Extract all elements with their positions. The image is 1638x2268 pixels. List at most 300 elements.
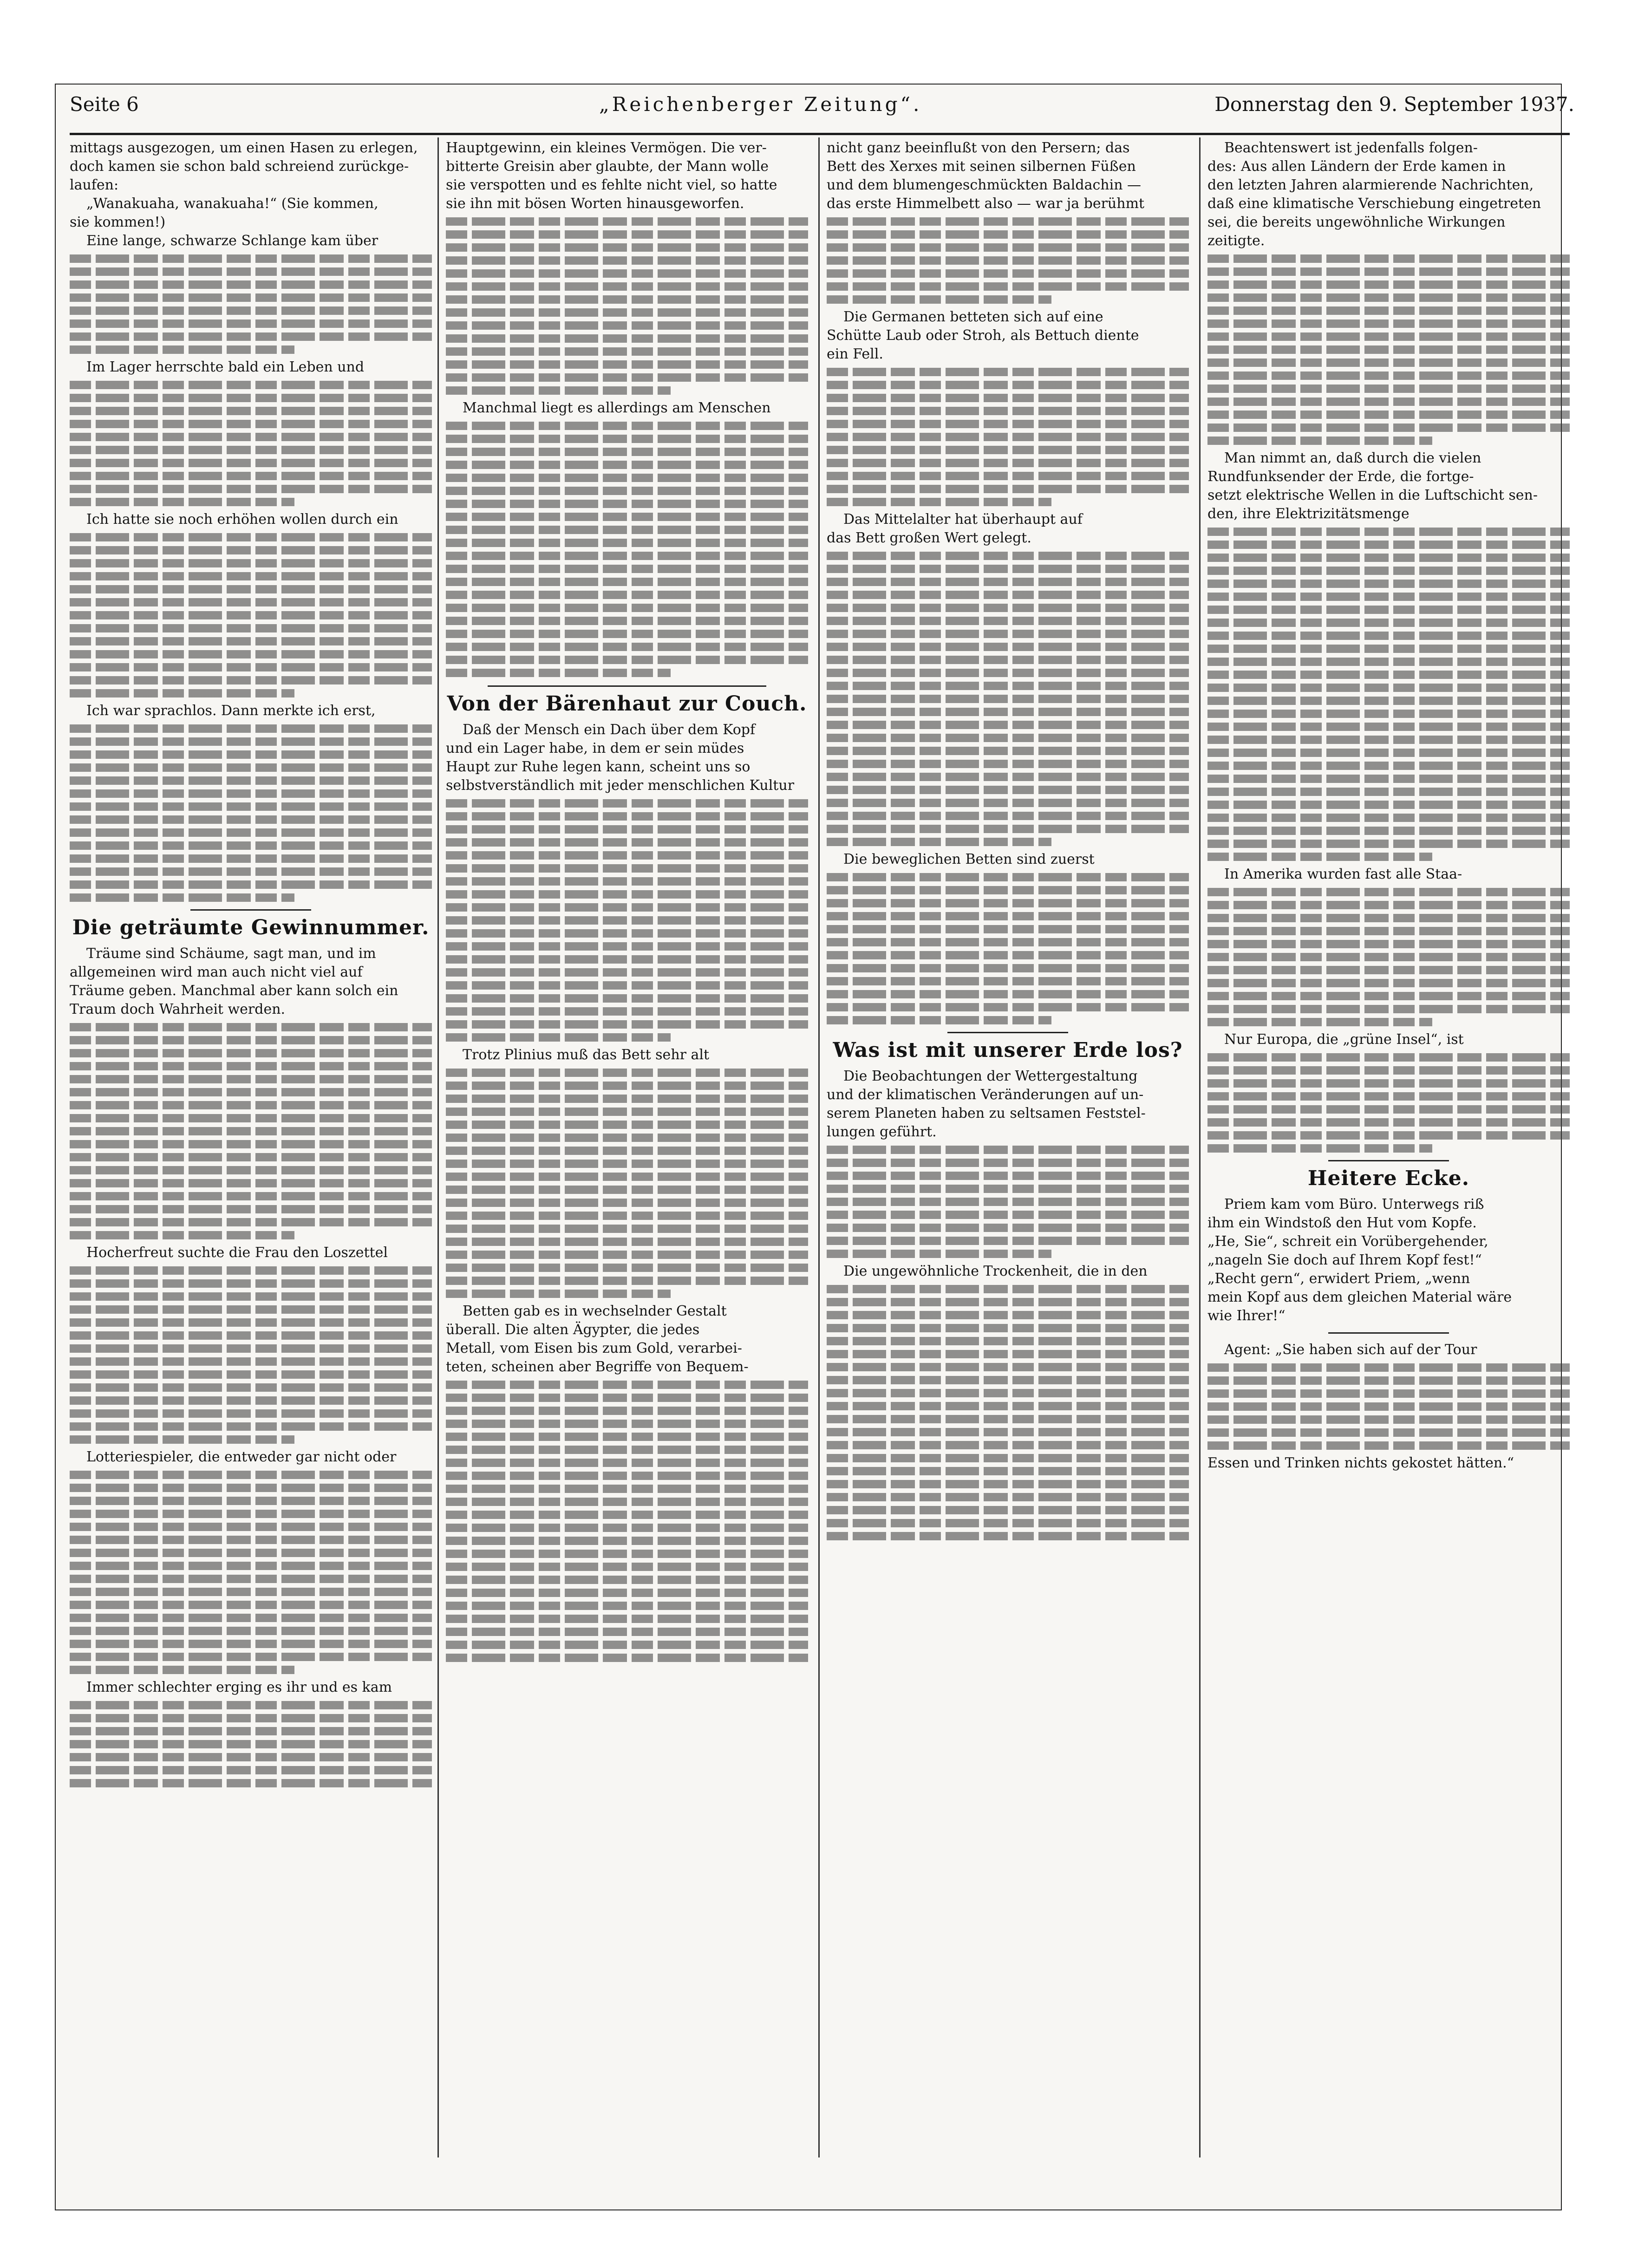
illegible-text-line — [446, 656, 808, 664]
illegible-text-line — [1207, 1441, 1570, 1450]
illegible-text-line — [446, 474, 808, 482]
illegible-text-line — [70, 498, 294, 506]
illegible-text-line — [1207, 1079, 1570, 1088]
illegible-text-line — [446, 373, 808, 382]
text-line: Betten gab es in wechselnder Gestalt — [463, 1303, 727, 1319]
illegible-text-line — [446, 981, 808, 990]
illegible-text-line — [827, 938, 1189, 946]
illegible-text-line — [827, 977, 1189, 985]
illegible-text-line — [827, 682, 1189, 690]
illegible-text-line — [446, 578, 808, 586]
illegible-text-line — [70, 345, 294, 354]
illegible-text-line — [827, 1285, 1189, 1293]
illegible-text-line — [70, 1549, 432, 1557]
text-line: sie ihn mit bösen Worten hinausgeworfen. — [446, 196, 744, 212]
illegible-text-line — [827, 825, 1189, 833]
illegible-text-line — [1207, 371, 1570, 380]
illegible-text-line — [70, 802, 432, 811]
illegible-text-line — [827, 990, 1189, 998]
illegible-text-line — [70, 1231, 294, 1239]
text-line: Träume sind Schäume, sagt man, und im — [86, 945, 376, 962]
column-rule — [1199, 137, 1201, 2157]
illegible-text-line — [1207, 901, 1570, 909]
illegible-text-line — [446, 617, 808, 625]
illegible-text-line — [827, 1211, 1189, 1219]
illegible-text-line — [446, 1563, 808, 1571]
illegible-text-line — [446, 552, 808, 560]
text-line: wie Ihrer!“ — [1207, 1308, 1286, 1324]
illegible-text-line — [70, 1753, 432, 1761]
illegible-text-line — [446, 1264, 808, 1272]
text-line: „Recht gern“, erwidert Priem, „wenn — [1207, 1271, 1470, 1287]
illegible-text-line — [827, 1311, 1189, 1319]
illegible-text-line — [446, 929, 808, 938]
illegible-text-line — [446, 942, 808, 951]
illegible-text-line — [827, 1172, 1189, 1180]
illegible-text-line — [70, 828, 432, 837]
illegible-text-line — [1207, 398, 1570, 406]
illegible-text-line — [1207, 788, 1570, 796]
text-line: Rundfunksender der Erde, die fortge- — [1207, 469, 1474, 485]
illegible-text-line — [446, 1420, 808, 1428]
illegible-text-line — [446, 1251, 808, 1259]
illegible-text-line — [70, 854, 432, 863]
illegible-text-line — [446, 1082, 808, 1090]
illegible-text-line — [827, 381, 1189, 389]
illegible-text-line — [446, 1641, 808, 1649]
illegible-text-line — [70, 420, 432, 428]
paragraph-start: Die beweglichen Betten sind zuerst — [843, 851, 1095, 867]
illegible-text-line — [827, 565, 1189, 573]
illegible-text-line — [1207, 992, 1570, 1000]
illegible-text-line — [1207, 940, 1570, 948]
illegible-text-line — [827, 578, 1189, 586]
illegible-text-line — [70, 1192, 432, 1200]
illegible-text-line — [827, 604, 1189, 612]
text-line: Bett des Xerxes mit seinen silbernen Füßen — [827, 158, 1136, 175]
article-heading: Von der Bärenhaut zur Couch. — [447, 692, 807, 716]
text-line: Essen und Trinken nichts gekostet hätten.“ — [1207, 1455, 1514, 1471]
text-line: mein Kopf aus dem gleichen Material wäre — [1207, 1289, 1512, 1305]
illegible-text-line — [1207, 1118, 1570, 1127]
illegible-text-line — [446, 513, 808, 521]
illegible-text-line — [446, 903, 808, 912]
illegible-text-line — [827, 964, 1189, 972]
illegible-text-line — [827, 1159, 1189, 1167]
illegible-text-line — [70, 1266, 432, 1275]
illegible-text-line — [1207, 280, 1570, 289]
illegible-text-line — [827, 282, 1189, 291]
illegible-text-line — [70, 815, 432, 824]
illegible-text-line — [70, 1049, 432, 1057]
illegible-text-line — [446, 1147, 808, 1155]
illegible-text-line — [1207, 593, 1570, 601]
text-line: doch kamen sie schon bald schreiend zurückge- — [70, 158, 409, 175]
illegible-text-line — [446, 1033, 671, 1042]
illegible-text-line — [1207, 528, 1570, 536]
paragraph-start: Immer schlechter erging es ihr und es kam — [86, 1679, 392, 1695]
illegible-text-line — [446, 890, 808, 899]
illegible-text-line — [827, 552, 1189, 560]
illegible-text-line — [446, 295, 808, 304]
illegible-text-line — [70, 1292, 432, 1301]
illegible-text-line — [827, 1363, 1189, 1371]
illegible-text-line — [827, 498, 1051, 506]
illegible-text-line — [446, 334, 808, 343]
text-line: „nageln Sie doch auf Ihrem Kopf fest!“ — [1207, 1252, 1482, 1268]
illegible-text-line — [446, 1550, 808, 1558]
illegible-text-line — [1207, 619, 1570, 627]
illegible-text-line — [446, 1277, 808, 1285]
illegible-text-line — [446, 1121, 808, 1129]
illegible-text-line — [827, 695, 1189, 703]
illegible-text-line — [446, 1498, 808, 1506]
illegible-text-line — [1207, 1053, 1570, 1062]
illegible-text-line — [70, 1714, 432, 1722]
illegible-text-line — [827, 812, 1189, 820]
illegible-text-line — [446, 1485, 808, 1493]
illegible-text-line — [1207, 827, 1570, 835]
illegible-text-line — [446, 812, 808, 821]
text-line: und dem blumengeschmückten Baldachin — — [827, 177, 1142, 193]
illegible-text-line — [70, 1383, 432, 1392]
illegible-text-line — [827, 1389, 1189, 1397]
illegible-text-line — [70, 267, 432, 276]
text-line: Träume geben. Manchmal aber kann solch ein — [70, 983, 398, 999]
illegible-text-line — [70, 1114, 432, 1122]
illegible-text-line — [70, 1766, 432, 1774]
illegible-text-line — [827, 951, 1189, 959]
illegible-text-line — [827, 1337, 1189, 1345]
illegible-text-line — [70, 546, 432, 554]
paragraph-start: Trotz Plinius muß das Bett sehr alt — [463, 1047, 710, 1063]
illegible-text-line — [446, 1602, 808, 1610]
illegible-text-line — [70, 1318, 432, 1327]
illegible-text-line — [70, 1088, 432, 1096]
text-line: Metall, vom Eisen bis zum Gold, verarbei- — [446, 1340, 742, 1356]
illegible-text-line — [1207, 814, 1570, 822]
illegible-text-line — [1207, 801, 1570, 809]
illegible-text-line — [827, 1376, 1189, 1384]
illegible-text-line — [827, 1250, 1051, 1258]
illegible-text-line — [1207, 736, 1570, 744]
section-divider — [190, 909, 311, 911]
text-line: überall. Die alten Ägypter, die jedes — [446, 1322, 700, 1338]
illegible-text-line — [446, 500, 808, 508]
paragraph-start: Nur Europa, die „grüne Insel“, ist — [1224, 1031, 1464, 1048]
text-line: Priem kam vom Büro. Unterwegs riß — [1224, 1196, 1484, 1212]
illegible-text-line — [827, 1146, 1189, 1154]
illegible-text-line — [1207, 914, 1570, 922]
illegible-text-line — [1207, 853, 1432, 861]
text-line: Schütte Laub oder Stroh, als Bettuch diente — [827, 327, 1139, 344]
illegible-text-line — [827, 669, 1189, 677]
illegible-text-line — [1207, 1144, 1432, 1153]
illegible-text-line — [70, 750, 432, 759]
illegible-text-line — [446, 1007, 808, 1016]
illegible-text-line — [70, 1396, 432, 1405]
column-rule — [818, 137, 820, 2157]
illegible-text-line — [827, 1519, 1189, 1527]
illegible-text-line — [827, 630, 1189, 638]
illegible-text-line — [70, 407, 432, 415]
text-line: Agent: „Sie haben sich auf der Tour — [1224, 1342, 1477, 1358]
illegible-text-line — [446, 1537, 808, 1545]
paragraph-start: Im Lager herrschte bald ein Leben und — [86, 359, 365, 375]
illegible-text-line — [70, 1536, 432, 1544]
illegible-text-line — [70, 459, 432, 467]
illegible-text-line — [446, 321, 808, 330]
text-line: serem Planeten haben zu seltsamen Feststel- — [827, 1105, 1146, 1121]
text-line: laufen: — [70, 177, 119, 193]
illegible-text-line — [827, 799, 1189, 807]
illegible-text-line — [70, 763, 432, 772]
text-line: des: Aus allen Ländern der Erde kamen in — [1207, 158, 1506, 175]
text-line: Haupt zur Ruhe legen kann, scheint uns so — [446, 759, 750, 775]
illegible-text-line — [446, 1615, 808, 1623]
illegible-text-line — [70, 1179, 432, 1187]
illegible-text-line — [446, 630, 808, 638]
text-line: ein Fell. — [827, 346, 883, 362]
illegible-text-line — [827, 485, 1189, 493]
illegible-text-line — [446, 1199, 808, 1207]
illegible-text-line — [827, 446, 1189, 454]
illegible-text-line — [70, 319, 432, 328]
illegible-text-line — [827, 1350, 1189, 1358]
illegible-text-line — [446, 347, 808, 356]
illegible-text-line — [827, 656, 1189, 664]
illegible-text-line — [1207, 749, 1570, 757]
illegible-text-line — [70, 1653, 432, 1661]
illegible-text-line — [70, 1357, 432, 1366]
section-divider — [1328, 1332, 1449, 1334]
column-3 — [827, 139, 1189, 2164]
illegible-text-line — [827, 295, 1051, 304]
illegible-text-line — [446, 526, 808, 534]
illegible-text-line — [446, 448, 808, 456]
illegible-text-line — [70, 841, 432, 850]
illegible-text-line — [446, 1212, 808, 1220]
illegible-text-line — [1207, 1005, 1570, 1013]
illegible-text-line — [70, 1484, 432, 1492]
illegible-text-line — [70, 1779, 432, 1787]
illegible-text-line — [70, 585, 432, 593]
illegible-text-line — [1207, 358, 1570, 367]
illegible-text-line — [1207, 567, 1570, 575]
text-line: nicht ganz beeinflußt von den Persern; das — [827, 140, 1130, 156]
illegible-text-line — [1207, 888, 1570, 896]
illegible-text-line — [70, 1666, 294, 1674]
illegible-text-line — [827, 1198, 1189, 1206]
illegible-text-line — [70, 332, 432, 341]
illegible-text-line — [446, 1589, 808, 1597]
illegible-text-line — [827, 368, 1189, 376]
illegible-text-line — [827, 269, 1189, 278]
illegible-text-line — [446, 1407, 808, 1415]
illegible-text-line — [446, 1381, 808, 1389]
illegible-text-line — [446, 243, 808, 252]
illegible-text-line — [1207, 710, 1570, 718]
illegible-text-line — [70, 1614, 432, 1622]
illegible-text-line — [70, 1218, 432, 1226]
text-line: daß eine klimatische Verschiebung eingetreten — [1207, 196, 1541, 212]
illegible-text-line — [446, 422, 808, 430]
illegible-text-line — [827, 1324, 1189, 1332]
text-line: Traum doch Wahrheit werden. — [70, 1001, 286, 1017]
illegible-text-line — [446, 604, 808, 612]
illegible-text-line — [1207, 306, 1570, 315]
illegible-text-line — [827, 1224, 1189, 1232]
illegible-text-line — [1207, 254, 1570, 263]
illegible-text-line — [446, 877, 808, 886]
illegible-text-line — [446, 1628, 808, 1636]
illegible-text-line — [1207, 385, 1570, 393]
illegible-text-line — [446, 386, 671, 395]
illegible-text-line — [70, 637, 432, 645]
illegible-text-line — [446, 1290, 671, 1298]
illegible-text-line — [827, 1428, 1189, 1436]
illegible-text-line — [1207, 1092, 1570, 1101]
paragraph-start: Die ungewöhnliche Trockenheit, die in den — [843, 1263, 1148, 1279]
illegible-text-line — [70, 737, 432, 746]
illegible-text-line — [446, 230, 808, 239]
illegible-text-line — [446, 1238, 808, 1246]
text-line: den letzten Jahren alarmierende Nachrichten, — [1207, 177, 1534, 193]
text-line: Daß der Mensch ein Dach über dem Kopf — [463, 722, 756, 738]
illegible-text-line — [446, 825, 808, 834]
illegible-text-line — [70, 776, 432, 785]
illegible-text-line — [1207, 979, 1570, 987]
illegible-text-line — [827, 1016, 1051, 1024]
text-line: sie verspotten und es fehlte nicht viel, so hatte — [446, 177, 777, 193]
illegible-text-line — [446, 487, 808, 495]
section-divider — [1328, 1160, 1449, 1161]
illegible-text-line — [1207, 966, 1570, 974]
illegible-text-line — [446, 1446, 808, 1454]
text-line: allgemeinen wird man auch nicht viel auf — [70, 964, 363, 980]
illegible-text-line — [446, 217, 808, 226]
text-line: das Bett großen Wert gelegt. — [827, 530, 1031, 546]
illegible-text-line — [70, 1140, 432, 1148]
illegible-text-line — [70, 280, 432, 289]
illegible-text-line — [70, 1523, 432, 1531]
illegible-text-line — [1207, 1415, 1570, 1424]
illegible-text-line — [446, 643, 808, 651]
illegible-text-line — [1207, 319, 1570, 328]
illegible-text-line — [827, 925, 1189, 933]
paragraph-start: Lotteriespieler, die entweder gar nicht oder — [86, 1449, 397, 1465]
illegible-text-line — [827, 1441, 1189, 1449]
text-line: das erste Himmelbett also — war ja berühmt — [827, 196, 1145, 212]
illegible-text-line — [827, 1298, 1189, 1306]
illegible-text-line — [827, 256, 1189, 265]
illegible-text-line — [827, 459, 1189, 467]
illegible-text-line — [70, 724, 432, 733]
illegible-text-line — [1207, 953, 1570, 961]
section-divider — [488, 685, 766, 687]
illegible-text-line — [446, 256, 808, 265]
illegible-text-line — [827, 708, 1189, 716]
text-line: sie kommen!) — [70, 214, 166, 230]
illegible-text-line — [1207, 723, 1570, 731]
illegible-text-line — [70, 1471, 432, 1479]
illegible-text-line — [70, 572, 432, 580]
illegible-text-line — [827, 1402, 1189, 1410]
illegible-text-line — [1207, 1428, 1570, 1437]
illegible-text-line — [70, 650, 432, 658]
illegible-text-line — [827, 734, 1189, 742]
illegible-text-line — [446, 968, 808, 977]
illegible-text-line — [446, 1225, 808, 1233]
illegible-text-line — [446, 1173, 808, 1181]
illegible-text-line — [446, 539, 808, 547]
illegible-text-line — [70, 689, 294, 697]
illegible-text-line — [827, 617, 1189, 625]
illegible-text-line — [827, 433, 1189, 441]
text-line: Hauptgewinn, ein kleines Vermögen. Die ver- — [446, 140, 767, 156]
illegible-text-line — [446, 1524, 808, 1532]
illegible-text-line — [70, 1023, 432, 1031]
illegible-text-line — [1207, 606, 1570, 614]
illegible-text-line — [1207, 580, 1570, 588]
text-line: zeitigte. — [1207, 233, 1265, 249]
illegible-text-line — [1207, 1363, 1570, 1372]
illegible-text-line — [446, 1095, 808, 1103]
illegible-text-line — [827, 1493, 1189, 1501]
illegible-text-line — [827, 747, 1189, 755]
illegible-text-line — [70, 789, 432, 798]
masthead: „Reichenberger Zeitung“. — [599, 93, 922, 116]
illegible-text-line — [1207, 541, 1570, 549]
illegible-text-line — [70, 306, 432, 315]
illegible-text-line — [446, 282, 808, 291]
text-line: Man nimmt an, daß durch die vielen — [1224, 450, 1481, 466]
illegible-text-line — [827, 760, 1189, 768]
text-line: „He, Sie“, schreit ein Vorübergehender, — [1207, 1233, 1488, 1250]
illegible-text-line — [1207, 1066, 1570, 1075]
text-line: teten, scheinen aber Begriffe von Bequem- — [446, 1359, 749, 1375]
illegible-text-line — [827, 1003, 1189, 1011]
paragraph-start: Ich war sprachlos. Dann merkte ich erst, — [86, 703, 376, 719]
text-line: mittags ausgezogen, um einen Hasen zu erlegen, — [70, 140, 418, 156]
illegible-text-line — [446, 1433, 808, 1441]
illegible-text-line — [70, 1435, 294, 1444]
illegible-text-line — [70, 893, 294, 902]
illegible-text-line — [70, 1701, 432, 1709]
illegible-text-line — [446, 1459, 808, 1467]
illegible-text-line — [1207, 332, 1570, 341]
illegible-text-line — [446, 360, 808, 369]
article-heading: Was ist mit unserer Erde los? — [833, 1038, 1183, 1062]
text-line: „Wanakuaha, wanakuaha!“ (Sie kommen, — [86, 196, 379, 212]
illegible-text-line — [70, 1127, 432, 1135]
illegible-text-line — [827, 394, 1189, 402]
paragraph-start: In Amerika wurden fast alle Staa- — [1224, 866, 1462, 882]
illegible-text-line — [70, 533, 432, 541]
illegible-text-line — [446, 851, 808, 860]
illegible-text-line — [70, 1153, 432, 1161]
paragraph-start: Manchmal liegt es allerdings am Menschen — [463, 400, 771, 416]
illegible-text-line — [446, 1160, 808, 1168]
column-1 — [70, 139, 432, 2164]
illegible-text-line — [1207, 684, 1570, 692]
text-line: bitterte Greisin aber glaubte, der Mann wolle — [446, 158, 769, 175]
column-rule — [437, 137, 439, 2157]
article-heading: Heitere Ecke. — [1307, 1167, 1470, 1190]
illegible-text-line — [827, 873, 1189, 881]
illegible-text-line — [827, 1415, 1189, 1423]
text-line: den, ihre Elektrizitätsmenge — [1207, 506, 1410, 522]
